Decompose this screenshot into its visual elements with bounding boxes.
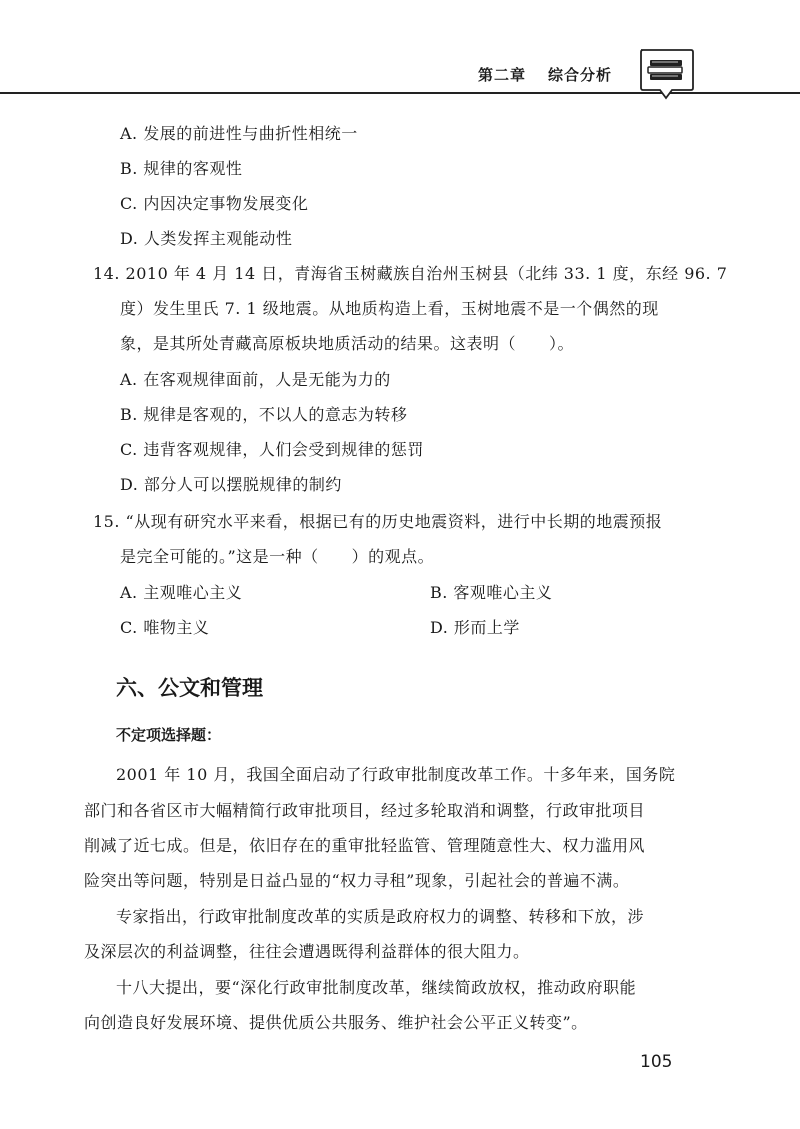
q15-stem-line-1: 15. “从现有研究水平来看，根据已有的历史地震资料，进行中长期的地震预报 [93, 512, 663, 531]
passage-line-7: 十八大提出，要“深化行政审批制度改革，继续简政放权，推动政府职能 [116, 978, 637, 997]
page-number: 105 [640, 1052, 673, 1072]
q15-option-b: B. 客观唯心主义 [430, 583, 553, 602]
section-heading: 六、公文和管理 [116, 676, 263, 700]
passage-line-1: 2001 年 10 月，我国全面启动了行政审批制度改革工作。十多年来，国务院 [116, 765, 676, 784]
q14-option-c: C. 违背客观规律，人们会受到规律的惩罚 [120, 440, 424, 459]
passage-line-4: 险突出等问题，特别是日益凸显的“权力寻租”现象，引起社会的普遍不满。 [84, 871, 630, 890]
q15-option-d: D. 形而上学 [430, 618, 520, 637]
q14-option-d: D. 部分人可以摆脱规律的制约 [120, 475, 342, 494]
books-icon [638, 46, 694, 106]
chapter-title: 综合分析 [548, 66, 613, 84]
passage-line-2: 部门和各省区市大幅精简行政审批项目，经过多轮取消和调整，行政审批项目 [84, 801, 646, 820]
q15-option-c: C. 唯物主义 [120, 618, 210, 637]
chapter-header [478, 64, 612, 85]
q14-option-a: A. 在客观规律面前，人是无能为力的 [120, 370, 391, 389]
q14-stem-line-2: 度）发生里氏 7. 1 级地震。从地质构造上看，玉树地震不是一个偶然的现 [120, 299, 659, 318]
passage-line-8: 向创造良好发展环境、提供优质公共服务、维护社会公平正义转变”。 [84, 1013, 588, 1032]
q15-option-a: A. 主观唯心主义 [120, 583, 243, 602]
passage-line-3: 削减了近七成。但是，依旧存在的重审批轻监管、管理随意性大、权力滥用风 [84, 836, 646, 855]
question-type-heading: 不定项选择题： [116, 726, 222, 744]
passage-line-5: 专家指出，行政审批制度改革的实质是政府权力的调整、转移和下放，涉 [116, 907, 645, 926]
passage-line-6: 及深层次的利益调整，往往会遭遇既得利益群体的很大阻力。 [84, 942, 530, 961]
q13-option-b: B. 规律的客观性 [120, 159, 243, 178]
q13-option-c: C. 内因决定事物发展变化 [120, 194, 309, 213]
q15-stem-line-2: 是完全可能的。”这是一种（ ）的观点。 [120, 547, 435, 566]
q13-option-a: A. 发展的前进性与曲折性相统一 [120, 124, 358, 143]
chapter-number: 第二章 [478, 66, 527, 84]
q14-stem-line-1: 14. 2010 年 4 月 14 日，青海省玉树藏族自治州玉树县（北纬 33. 1 度，东经 96. 7 [93, 264, 728, 283]
q14-option-b: B. 规律是客观的，不以人的意志为转移 [120, 405, 408, 424]
q14-stem-line-3: 象，是其所处青藏高原板块地质活动的结果。这表明（ ）。 [120, 334, 575, 353]
q13-option-d: D. 人类发挥主观能动性 [120, 229, 293, 248]
